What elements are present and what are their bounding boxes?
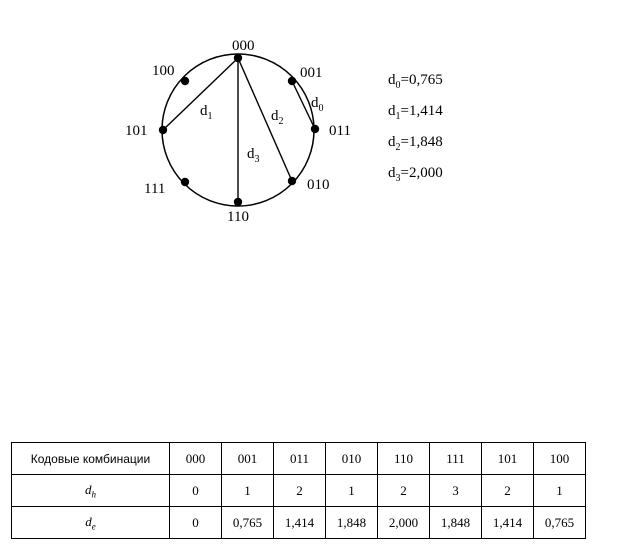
row-label-de: $d_e$ bbox=[12, 507, 170, 539]
point-011 bbox=[311, 125, 319, 133]
legend-d0: $d_0=0,765$ bbox=[388, 72, 443, 91]
table-code-001: 001 bbox=[222, 443, 274, 475]
legend-d3: $d_3=2,000$ bbox=[388, 165, 443, 184]
table-cell: 1,848 bbox=[430, 507, 482, 539]
table-cell: 2 bbox=[378, 475, 430, 507]
table-cell: 1,414 bbox=[274, 507, 326, 539]
table-code-100: 100 bbox=[534, 443, 586, 475]
legend-d2: $d_2=1,848$ bbox=[388, 134, 443, 153]
point-001 bbox=[288, 77, 296, 85]
table-header-row bbox=[12, 443, 586, 475]
point-111 bbox=[181, 178, 189, 186]
label-100: 100 bbox=[152, 63, 175, 79]
table-cell: 0 bbox=[170, 475, 222, 507]
chord-d3-label: $d_3$ bbox=[247, 146, 260, 165]
label-001: 001 bbox=[300, 65, 323, 81]
point-000 bbox=[234, 54, 242, 62]
label-101: 101 bbox=[125, 123, 148, 139]
chord-d2-line bbox=[238, 58, 292, 181]
point-100 bbox=[181, 77, 189, 85]
table-cell: 1 bbox=[326, 475, 378, 507]
table-cell: 1 bbox=[534, 475, 586, 507]
row-label-dh: $d_h$ bbox=[12, 475, 170, 507]
table-code-000: 000 bbox=[170, 443, 222, 475]
table-cell: 0,765 bbox=[534, 507, 586, 539]
code-distance-table bbox=[11, 442, 586, 539]
label-110: 110 bbox=[227, 209, 249, 225]
table-cell: 1,414 bbox=[482, 507, 534, 539]
label-000: 000 bbox=[232, 38, 255, 54]
point-010 bbox=[288, 177, 296, 185]
legend-d1: $d_1=1,414$ bbox=[388, 103, 443, 122]
table-row-hamming bbox=[12, 475, 586, 507]
label-111: 111 bbox=[144, 181, 166, 197]
table-code-110: 110 bbox=[378, 443, 430, 475]
label-011: 011 bbox=[329, 123, 351, 139]
chord-d1-label: $d_1$ bbox=[200, 103, 213, 122]
table-cell: 0 bbox=[170, 507, 222, 539]
label-010: 010 bbox=[307, 177, 330, 193]
table-cell: 1,848 bbox=[326, 507, 378, 539]
table-cell: 2 bbox=[274, 475, 326, 507]
table-code-101: 101 bbox=[482, 443, 534, 475]
table-row-euclidean bbox=[12, 507, 586, 539]
table-code-010: 010 bbox=[326, 443, 378, 475]
table-cell: 0,765 bbox=[222, 507, 274, 539]
table-cell: 1 bbox=[222, 475, 274, 507]
table-code-011: 011 bbox=[274, 443, 326, 475]
table-cell: 3 bbox=[430, 475, 482, 507]
chord-d0-label: $d_0$ bbox=[311, 95, 324, 114]
table-cell: 2,000 bbox=[378, 507, 430, 539]
chord-d2-label: $d_2$ bbox=[271, 108, 284, 127]
table-cell: 2 bbox=[482, 475, 534, 507]
code-circle-diagram bbox=[0, 0, 621, 240]
point-101 bbox=[159, 126, 167, 134]
point-110 bbox=[234, 198, 242, 206]
table-code-111: 111 bbox=[430, 443, 482, 475]
table-header-label: Кодовые комбинации bbox=[12, 443, 170, 475]
